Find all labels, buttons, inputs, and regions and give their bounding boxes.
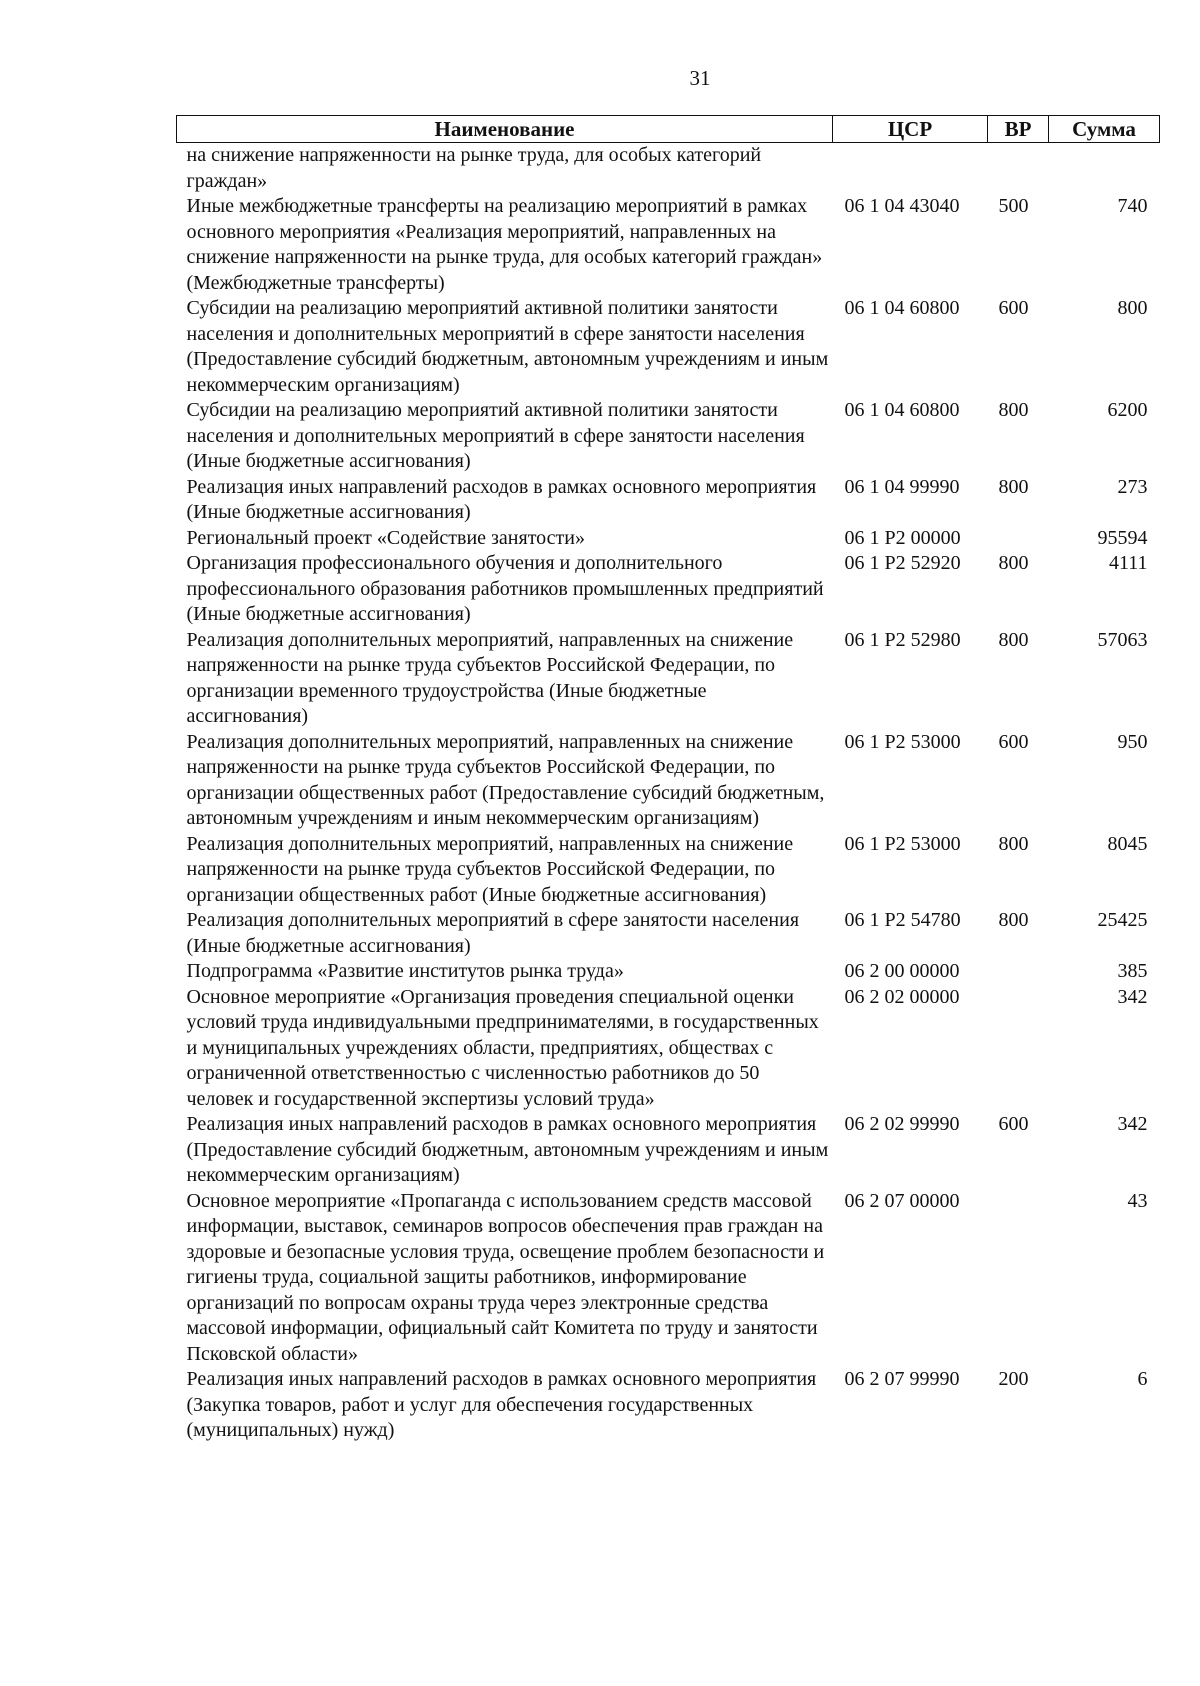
- row-name: Подпрограмма «Развитие институтов рынка труда»: [186, 960, 624, 982]
- row-csr: 06 2 07 00000: [844, 1189, 960, 1212]
- row-csr: 06 1 P2 53000: [844, 730, 961, 753]
- table-row: [177, 908, 1160, 959]
- row-csr: 06 2 02 99990: [844, 1113, 960, 1135]
- row-name: Региональный проект «Содействие занятости»: [186, 526, 585, 549]
- row-name: Реализация иных направлений расходов в рамках основного мероприятия (Иные бюджетные ассигнования): [186, 475, 817, 523]
- row-sum: 6: [1137, 1368, 1148, 1390]
- table-row: [177, 832, 1160, 909]
- row-vr: 500: [998, 195, 1029, 217]
- table-row: [177, 1189, 1160, 1368]
- table-row: [177, 296, 1160, 398]
- row-sum: [1049, 143, 1160, 195]
- row-sum: 385: [1117, 960, 1148, 982]
- row-sum: 8045: [1107, 832, 1148, 855]
- row-sum: 342: [1117, 1113, 1148, 1135]
- table-row: [177, 1112, 1160, 1189]
- row-sum: 342: [1117, 985, 1148, 1008]
- row-vr: [988, 985, 1049, 1113]
- budget-table: [176, 115, 1160, 1444]
- table-row: [177, 398, 1160, 475]
- table-row: [177, 143, 1160, 195]
- row-name: на снижение напряженности на рынке труда, для особых категорий граждан»: [186, 144, 762, 192]
- table-row: [177, 959, 1160, 985]
- row-sum: 43: [1127, 1189, 1148, 1212]
- row-csr: 06 2 07 99990: [844, 1368, 960, 1390]
- row-vr: 600: [998, 730, 1029, 753]
- row-name: Иные межбюджетные трансферты на реализацию мероприятий в рамках основного мероприятия «Реализация мероприятий, направленных на снижение напряженности на рынке труда, для особых категорий граждан» (Межбюджетные трансферты): [186, 195, 823, 294]
- row-vr: 800: [998, 832, 1029, 855]
- row-csr: 06 1 P2 53000: [844, 832, 961, 855]
- row-vr: 800: [998, 909, 1029, 931]
- row-csr: 06 1 P2 52980: [844, 628, 961, 651]
- row-csr: 06 2 02 00000: [844, 985, 960, 1008]
- row-name: Реализация дополнительных мероприятий в сфере занятости населения (Иные бюджетные ассигнования): [186, 909, 800, 957]
- row-name: Организация профессионального обучения и дополнительного профессионального образования работников промышленных предприятий (Иные бюджетные ассигнования): [186, 552, 824, 625]
- row-csr: [833, 143, 988, 195]
- row-csr: 06 1 04 60800: [844, 297, 960, 319]
- row-vr: 200: [998, 1368, 1029, 1390]
- table-row: [177, 985, 1160, 1113]
- row-name: Реализация дополнительных мероприятий, направленных на снижение напряженности на рынке труда субъектов Российской Федерации, по организации общественных работ (Предоставление субсидий бюджетным, автономным учреждениям и иным некоммерческим организациям): [186, 730, 825, 829]
- row-name: Основное мероприятие «Пропаганда с использованием средств массовой информации, выставок, семинаров вопросов обеспечения прав граждан на здоровые и безопасные условия труда, освещение проблем безопасности и гигиены труда, социальной защиты работников, информирование организаций по вопросам охраны труда через электронные средства массовой информации, официальный сайт Комитета по труду и занятости Псковской области»: [186, 1189, 825, 1365]
- table-row: [177, 1367, 1160, 1444]
- row-name: Реализация дополнительных мероприятий, направленных на снижение напряженности на рынке труда субъектов Российской Федерации, по организации временного трудоустройства (Иные бюджетные ассигнования): [186, 628, 794, 727]
- row-vr: [988, 1189, 1049, 1368]
- row-sum: 4111: [1108, 552, 1148, 574]
- header-sum: Сумма: [1049, 116, 1160, 143]
- row-csr: 06 2 00 00000: [844, 960, 960, 982]
- header-csr: ЦСР: [833, 116, 988, 143]
- row-csr: 06 1 P2 54780: [844, 909, 961, 931]
- row-name: Реализация дополнительных мероприятий, направленных на снижение напряженности на рынке труда субъектов Российской Федерации, по организации общественных работ (Иные бюджетные ассигнования): [186, 832, 794, 906]
- row-sum: 95594: [1097, 526, 1148, 549]
- row-vr: [988, 959, 1049, 985]
- header-name: Наименование: [177, 116, 833, 143]
- row-vr: [988, 143, 1049, 195]
- row-csr: 06 1 04 60800: [844, 399, 960, 421]
- row-sum: 950: [1117, 730, 1148, 753]
- row-sum: 273: [1117, 475, 1148, 498]
- table-row: [177, 194, 1160, 296]
- row-sum: 25425: [1097, 909, 1148, 931]
- row-vr: 600: [998, 1113, 1029, 1135]
- table-row: [177, 526, 1160, 552]
- row-name: Субсидии на реализацию мероприятий активной политики занятости населения и дополнительных мероприятий в сфере занятости населения (Предоставление субсидий бюджетным, автономным учреждениям и иным некоммерческим организациям): [186, 297, 829, 396]
- row-name: Субсидии на реализацию мероприятий активной политики занятости населения и дополнительных мероприятий в сфере занятости населения (Иные бюджетные ассигнования): [186, 399, 805, 472]
- row-name: Основное мероприятие «Организация проведения специальной оценки условий труда индивидуальными предпринимателями, в государственных и муниципальных учреждениях области, предприятиях, обществах с ограниченной ответственностью с численностью работников до 50 человек и государственной экспертизы условий труда»: [186, 985, 819, 1110]
- row-csr: 06 1 04 43040: [844, 195, 960, 217]
- table-row: [177, 730, 1160, 832]
- row-vr: 800: [998, 475, 1029, 498]
- row-csr: 06 1 04 99990: [844, 475, 960, 498]
- row-sum: 740: [1117, 195, 1148, 217]
- table-row: [177, 628, 1160, 730]
- row-name: Реализация иных направлений расходов в рамках основного мероприятия (Предоставление субсидий бюджетным, автономным учреждениям и иным некоммерческим организациям): [186, 1113, 829, 1186]
- row-sum: 57063: [1097, 628, 1148, 651]
- row-vr: 800: [998, 399, 1029, 421]
- row-csr: 06 1 P2 52920: [844, 552, 961, 574]
- row-csr: 06 1 P2 00000: [844, 526, 961, 549]
- row-name: Реализация иных направлений расходов в рамках основного мероприятия (Закупка товаров, работ и услуг для обеспечения государственных (муниципальных) нужд): [186, 1368, 817, 1441]
- row-vr: 800: [998, 552, 1029, 574]
- table-row: [177, 551, 1160, 628]
- table-row: [177, 475, 1160, 526]
- row-sum: 800: [1117, 297, 1148, 319]
- page-number: 31: [689, 66, 711, 90]
- header-vr: ВР: [988, 116, 1049, 143]
- table-header-row: [177, 116, 1160, 143]
- row-vr: 800: [998, 628, 1029, 651]
- row-vr: [988, 526, 1049, 552]
- row-vr: 600: [998, 297, 1029, 319]
- row-sum: 6200: [1107, 399, 1148, 421]
